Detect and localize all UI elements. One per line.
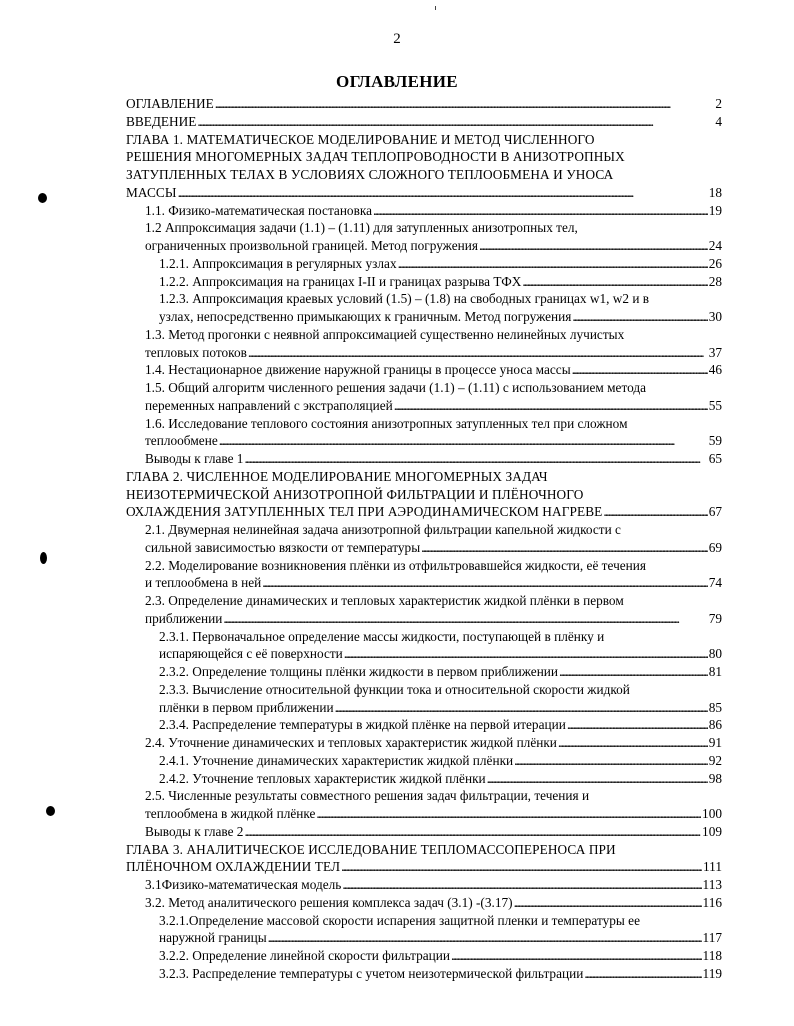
toc-entry-text: 1.2.3. Аппроксимация краевых условий (1.5) – (1.8) на свободных границах w1, w2 и в (159, 291, 650, 307)
page-title: ОГЛАВЛЕНИЕ (336, 72, 458, 91)
dot-leader (244, 450, 707, 468)
dot-leader (215, 95, 715, 113)
toc-entry-text: 3.2.1.Определение массовой скорости испарения защитной пленки и температуры ее (159, 912, 640, 928)
toc-entry-text: 3.2. Метод аналитического решения комплекса задач (3.1) -(3.17) (145, 894, 513, 910)
toc-page-number: 74 (708, 575, 722, 591)
toc-page-number: 59 (708, 433, 722, 449)
toc-entry-text: ВВЕДЕНИЕ (126, 113, 197, 129)
toc-entry-text: 2.3.4. Распределение температуры в жидкой плёнке на первой итерации (159, 717, 566, 733)
toc-entry-text: 1.1. Физико-математическая постановка (145, 202, 373, 218)
toc-entry-chapter-3[interactable] (126, 841, 722, 877)
dot-leader (178, 184, 708, 202)
toc-page-number: 69 (708, 539, 722, 555)
toc-entry-section[interactable] (126, 219, 722, 255)
toc-entry-text: 2.5. Численные результаты совместного решения задач фильтрации, течения и (145, 788, 590, 804)
toc-entry-subsection[interactable] (126, 628, 722, 664)
dot-leader (451, 947, 702, 965)
dot-leader (244, 823, 701, 841)
dot-leader (567, 716, 708, 734)
toc-entry-text: 1.5. Общий алгоритм численного решения задачи (1.1) – (1.11) с использованием метода (145, 380, 647, 395)
toc-entry-conclusions[interactable] (126, 450, 722, 468)
toc-entry-section[interactable] (126, 734, 722, 752)
toc-page-number: 65 (708, 451, 722, 466)
toc-page-number: 4 (715, 113, 722, 129)
toc-entry-text: 2.2. Моделирование возникновения плёнки из отфильтровавшейся жидкости, её течения (145, 557, 647, 573)
toc-page-number: 119 (702, 965, 722, 981)
dot-leader (514, 894, 702, 912)
toc-entry-text: Выводы к главе 1 (145, 451, 244, 466)
toc-page-number: 19 (708, 202, 722, 218)
dot-leader (335, 699, 708, 717)
toc-entry-section[interactable] (126, 326, 722, 362)
toc-entry-conclusions[interactable] (126, 823, 722, 841)
toc-entry-text: ГЛАВА 3. АНАЛИТИЧЕСКОЕ ИССЛЕДОВАНИЕ ТЕПЛОМАССОПЕРЕНОСА ПРИ (126, 841, 616, 857)
toc-entry-vvedenie[interactable] (126, 113, 722, 131)
toc-entry-text: РЕШЕНИЯ МНОГОМЕРНЫХ ЗАДАЧ ТЕПЛОПРОВОДНОСТИ В АНИЗОТРОПНЫХ (126, 149, 625, 165)
toc-entry-section[interactable] (126, 361, 722, 379)
toc-entry-section[interactable] (126, 415, 722, 451)
toc-entry-text: сильной зависимостью вязкости от температуры (145, 539, 421, 555)
toc-page-number: 18 (708, 184, 722, 200)
toc-entry-subsection[interactable] (126, 716, 722, 734)
toc-entry-text: 3.2.3. Распределение температуры с учетом неизотермической фильтрации (159, 965, 584, 981)
toc-entry-subsection[interactable] (126, 273, 722, 291)
scan-mark (435, 6, 436, 10)
toc-page-number: 92 (708, 752, 722, 768)
dot-leader (584, 965, 701, 983)
toc-entry-text: тепловых потоков (145, 344, 247, 360)
dot-leader (572, 361, 708, 379)
toc-entry-text: 2.1. Двумерная нелинейная задача анизотропной фильтрации капельной жидкости с (145, 522, 621, 537)
toc-page-number: 81 (708, 664, 722, 679)
toc-page-number: 109 (702, 823, 722, 839)
toc-entry-text: Выводы к главе 2 (145, 823, 244, 839)
toc-entry-text: 1.3. Метод прогонки с неявной аппроксимацией существенно нелинейных лучистых (145, 326, 625, 342)
dot-leader (558, 734, 708, 752)
dot-leader (479, 237, 708, 255)
toc-page-number: 46 (708, 362, 722, 378)
dot-leader (394, 397, 708, 415)
dot-leader (487, 770, 708, 788)
table-of-contents (126, 95, 722, 983)
toc-page-number: 91 (708, 735, 722, 750)
dot-leader (522, 273, 707, 291)
punch-hole-mark (46, 806, 55, 816)
toc-page-number: 86 (708, 717, 722, 733)
toc-entry-subsection[interactable] (126, 947, 722, 965)
toc-entry-subsection[interactable] (126, 965, 722, 983)
toc-entry-subsection[interactable] (126, 681, 722, 717)
toc-entry-text: теплообмена в жидкой плёнке (145, 806, 316, 821)
dot-leader (342, 876, 701, 894)
dot-leader (248, 344, 708, 362)
toc-page-number: 79 (708, 610, 722, 626)
toc-page-number: 85 (708, 699, 722, 715)
toc-entry-subsection[interactable] (126, 663, 722, 681)
toc-entry-text: 1.4. Нестационарное движение наружной границы в процессе уноса массы (145, 362, 571, 378)
toc-entry-text: ПЛЁНОЧНОМ ОХЛАЖДЕНИИ ТЕЛ (126, 859, 341, 875)
toc-entry-chapter-1[interactable] (126, 131, 722, 202)
toc-entry-text: наружной границы (159, 930, 267, 946)
toc-entry-text: испаряющейся с её поверхности (159, 646, 343, 662)
toc-entry-text: ГЛАВА 2. ЧИСЛЕННОЕ МОДЕЛИРОВАНИЕ МНОГОМЕРНЫХ ЗАДАЧ (126, 468, 548, 484)
toc-entry-chapter-2[interactable] (126, 468, 722, 521)
toc-entry-text: узлах, непосредственно примыкающих к граничным. Метод погружения (159, 309, 572, 324)
toc-entry-text: теплообмене (145, 433, 218, 449)
dot-leader (398, 255, 708, 273)
dot-leader (223, 610, 707, 628)
toc-page-number: 116 (702, 894, 722, 910)
toc-entry-subsection[interactable] (126, 770, 722, 788)
toc-page-number: 30 (708, 309, 722, 324)
toc-entry-text: 2.3.1. Первоначальное определение массы жидкости, поступающей в плёнку и (159, 628, 605, 644)
toc-page-number: 67 (708, 504, 722, 520)
toc-page-number: 117 (702, 930, 722, 946)
toc-entry-section[interactable] (126, 894, 722, 912)
toc-entry-text: 2.4. Уточнение динамических и тепловых характеристик жидкой плёнки (145, 735, 557, 750)
toc-page-number: 100 (702, 806, 722, 821)
toc-entry-section[interactable] (126, 202, 722, 220)
toc-entry-text: ОГЛАВЛЕНИЕ (126, 96, 214, 111)
dot-leader (316, 805, 701, 823)
toc-entry-text: 1.2 Аппроксимация задачи (1.1) – (1.11) для затупленных анизотропных тел, (145, 220, 578, 236)
dot-leader (268, 929, 702, 947)
toc-entry-text: ЗАТУПЛЕННЫХ ТЕЛАХ В УСЛОВИЯХ СЛОЖНОГО ТЕПЛООБМЕНА И УНОСА (126, 167, 614, 182)
toc-entry-text: плёнки в первом приближении (159, 699, 334, 715)
toc-entry-text: МАССЫ (126, 184, 177, 200)
toc-entry-section[interactable] (126, 592, 722, 628)
toc-page-number: 24 (708, 238, 722, 253)
toc-entry-text: переменных направлений с экстраполяцией (145, 397, 393, 413)
toc-entry-section[interactable] (126, 521, 722, 557)
page-number: 2 (393, 31, 401, 47)
dot-leader (344, 645, 708, 663)
dot-leader (262, 574, 707, 592)
toc-page-number: 28 (708, 273, 722, 289)
toc-entry-section[interactable] (126, 557, 722, 593)
toc-entry-text: 2.3. Определение динамических и тепловых характеристик жидкой плёнки в первом (145, 593, 624, 608)
toc-entry-text: 2.3.2. Определение толщины плёнки жидкости в первом приближении (159, 664, 559, 679)
toc-page-number: 37 (708, 344, 722, 360)
toc-entry-subsection[interactable] (126, 255, 722, 273)
toc-entry-subsection[interactable] (126, 752, 722, 770)
dot-leader (373, 202, 708, 220)
toc-entry-text: 3.1Физико-математическая модель (145, 877, 342, 892)
dot-leader (572, 308, 707, 326)
toc-page-number: 118 (702, 948, 722, 963)
dot-leader (341, 858, 702, 876)
toc-page-number: 26 (708, 255, 722, 271)
dot-leader (219, 432, 708, 450)
toc-entry-oglavlenie[interactable] (126, 95, 722, 113)
toc-entry-subsection[interactable] (126, 290, 722, 326)
punch-hole-mark (38, 193, 47, 203)
dot-leader (559, 663, 708, 681)
toc-entry-text: 2.4.1. Уточнение динамических характеристик жидкой плёнки (159, 752, 514, 768)
toc-entry-section[interactable] (126, 379, 722, 415)
dot-leader (514, 752, 708, 770)
toc-entry-text: ОХЛАЖДЕНИЯ ЗАТУПЛЕННЫХ ТЕЛ ПРИ АЭРОДИНАМИЧЕСКОМ НАГРЕВЕ (126, 504, 603, 520)
toc-page-number: 113 (702, 877, 722, 892)
punch-hole-mark (40, 552, 47, 564)
toc-entry-text: 1.2.1. Аппроксимация в регулярных узлах (159, 255, 397, 271)
toc-page-number: 98 (708, 770, 722, 786)
dot-leader (603, 503, 707, 521)
toc-entry-text: и теплообмена в ней (145, 575, 262, 591)
toc-page-number: 111 (703, 859, 722, 875)
toc-page-number: 80 (708, 646, 722, 662)
toc-entry-section[interactable] (126, 876, 722, 894)
toc-entry-text: 1.6. Исследование теплового состояния анизотропных затупленных тел при сложном (145, 415, 628, 431)
toc-entry-section[interactable] (126, 787, 722, 823)
dot-leader (197, 113, 714, 131)
toc-entry-text: 2.3.3. Вычисление относительной функции тока и относительной скорости жидкой (159, 681, 630, 697)
toc-page-number: 2 (715, 96, 722, 111)
toc-entry-text: НЕИЗОТЕРМИЧЕСКОЙ АНИЗОТРОПНОЙ ФИЛЬТРАЦИИ И ПЛЁНОЧНОГО (126, 486, 584, 502)
toc-entry-text: 2.4.2. Уточнение тепловых характеристик жидкой плёнки (159, 770, 486, 786)
dot-leader (421, 539, 708, 557)
toc-entry-subsection[interactable] (126, 912, 722, 948)
toc-page-number: 55 (708, 397, 722, 413)
toc-entry-text: приближении (145, 610, 223, 626)
toc-entry-text: 1.2.2. Аппроксимация на границах I-II и границах разрыва ТФХ (159, 273, 522, 289)
toc-entry-text: 3.2.2. Определение линейной скорости фильтрации (159, 948, 450, 963)
toc-entry-text: ограниченных произвольной границей. Метод погружения (145, 238, 478, 253)
toc-entry-text: ГЛАВА 1. МАТЕМАТИЧЕСКОЕ МОДЕЛИРОВАНИЕ И МЕТОД ЧИСЛЕННОГО (126, 131, 595, 147)
